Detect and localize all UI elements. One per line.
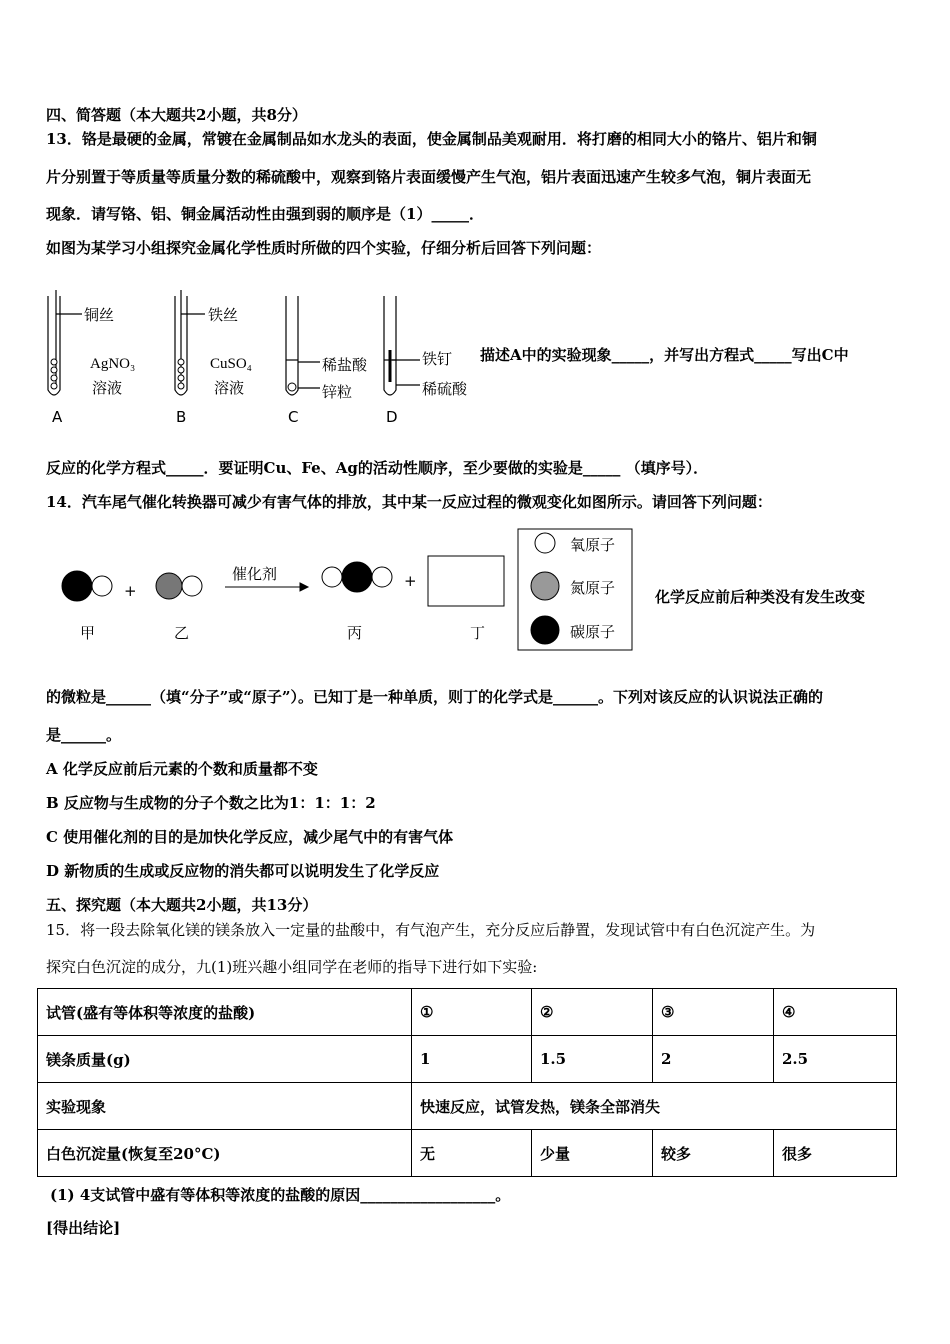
q14-line3: 是______。 xyxy=(46,726,122,744)
option-c: C 使用催化剂的目的是加快化学反应，减少尾气中的有害气体 xyxy=(46,828,454,846)
section5-heading: 五、探究题（本大题共2小题，共13分） xyxy=(46,896,318,914)
q13-line2: 片分别置于等质量等质量分数的稀硫酸中，观察到铬片表面缓慢产生气泡，铝片表面迅速产生较多气泡，铜片表面无 xyxy=(46,168,812,186)
tube-b-solution: CuSO₄ xyxy=(210,356,252,372)
table-cell: 无 xyxy=(412,1130,532,1177)
plus-sign: + xyxy=(124,582,137,600)
table-cell: ② xyxy=(532,989,653,1036)
tube-b-letter: B xyxy=(176,408,187,426)
table-cell: 少量 xyxy=(532,1130,653,1177)
tube-d-solid: 铁钉 xyxy=(422,350,453,368)
q14-side-text: 化学反应前后种类没有发生改变 xyxy=(655,588,866,606)
label-yi: 乙 xyxy=(174,624,190,642)
tube-a-letter: A xyxy=(52,408,63,426)
table-cell: 镁条质量(g) xyxy=(38,1036,412,1083)
table-cell: 试管(盛有等体积等浓度的盐酸) xyxy=(38,989,412,1036)
legend-carbon: 碳原子 xyxy=(570,623,616,641)
option-b: B 反应物与生成物的分子个数之比为1：1：1：2 xyxy=(46,794,376,812)
table-cell: 快速反应，试管发热，镁条全部消失 xyxy=(412,1083,897,1130)
table-cell: 1.5 xyxy=(532,1036,653,1083)
tube-c-liquid: 稀盐酸 xyxy=(322,356,368,374)
tube-b-solution2: 溶液 xyxy=(214,379,245,397)
table-cell: 2 xyxy=(653,1036,774,1083)
tube-a-wire: 铜丝 xyxy=(84,306,115,324)
table-cell: ① xyxy=(412,989,532,1036)
table-cell: ③ xyxy=(653,989,774,1036)
tube-c-letter: C xyxy=(288,408,299,426)
q13-line4: 如图为某学习小组探究金属化学性质时所做的四个实验，仔细分析后回答下列问题： xyxy=(46,239,602,257)
tube-a-solution2: 溶液 xyxy=(92,379,123,397)
label-jia: 甲 xyxy=(80,624,96,642)
table-row xyxy=(38,1036,897,1083)
q13-line1: 13．铬是最硬的金属，常镀在金属制品如水龙头的表面，使金属制品美观耐用．将打磨的相同大小的铬片、铝片和铜 xyxy=(46,130,817,148)
table-cell: 很多 xyxy=(774,1130,897,1177)
q15-line1: 15．将一段去除氧化镁的镁条放入一定量的盐酸中，有气泡产生，充分反应后静置，发现试管中有白色沉淀产生。为 xyxy=(46,921,816,939)
table-cell: 1 xyxy=(412,1036,532,1083)
table-cell: 较多 xyxy=(653,1130,774,1177)
tube-d-letter: D xyxy=(386,408,398,426)
label-bing: 丙 xyxy=(347,624,363,642)
tube-a-solution: AgNO₃ xyxy=(90,356,136,372)
option-a: A 化学反应前后元素的个数和质量都不变 xyxy=(46,760,318,778)
table-cell: 2.5 xyxy=(774,1036,897,1083)
experiment-table xyxy=(37,988,897,1177)
catalyst-label: 催化剂 xyxy=(232,565,278,583)
q15-line2: 探究白色沉淀的成分，九(1)班兴趣小组同学在老师的指导下进行如下实验: xyxy=(46,958,538,976)
table-row xyxy=(38,1130,897,1177)
table-row xyxy=(38,1083,897,1130)
table-cell: 白色沉淀量(恢复至20°C) xyxy=(38,1130,412,1177)
conclusion-heading: [得出结论] xyxy=(46,1219,121,1237)
legend-oxygen: 氧原子 xyxy=(570,536,616,554)
q14-line2: 的微粒是______（填“分子”或“原子”）。已知丁是一种单质，则丁的化学式是______。下列对该反应的认识说法正确的 xyxy=(46,688,824,706)
label-ding: 丁 xyxy=(470,624,486,642)
q14-line1: 14．汽车尾气催化转换器可减少有害气体的排放，其中某一反应过程的微观变化如图所示。请回答下列问题： xyxy=(46,493,772,511)
option-d: D 新物质的生成或反应物的消失都可以说明发生了化学反应 xyxy=(46,862,440,880)
table-cell: ④ xyxy=(774,989,897,1036)
tube-b-wire: 铁丝 xyxy=(208,306,239,324)
q13-line3: 现象．请写铬、铝、铜金属活动性由强到弱的顺序是（1）_____． xyxy=(46,205,484,223)
table-cell: 实验现象 xyxy=(38,1083,412,1130)
section4-heading: 四、简答题（本大题共2小题，共8分） xyxy=(46,106,307,124)
legend-nitrogen: 氮原子 xyxy=(570,579,616,597)
plus-sign-2: + xyxy=(404,572,417,590)
table-row xyxy=(38,989,897,1036)
tube-d-liquid: 稀硫酸 xyxy=(422,380,468,398)
q15-sub1: (1) 4支试管中盛有等体积等浓度的盐酸的原因__________________。 xyxy=(50,1186,511,1204)
tube-c-solid: 锌粒 xyxy=(322,383,353,401)
q13-line5: 反应的化学方程式_____．要证明Cu、Fe、Ag的活动性顺序，至少要做的实验是_____ （填序号）． xyxy=(46,459,709,477)
q13-side-text: 描述A中的实验现象_____，并写出方程式_____写出C中 xyxy=(480,346,849,364)
